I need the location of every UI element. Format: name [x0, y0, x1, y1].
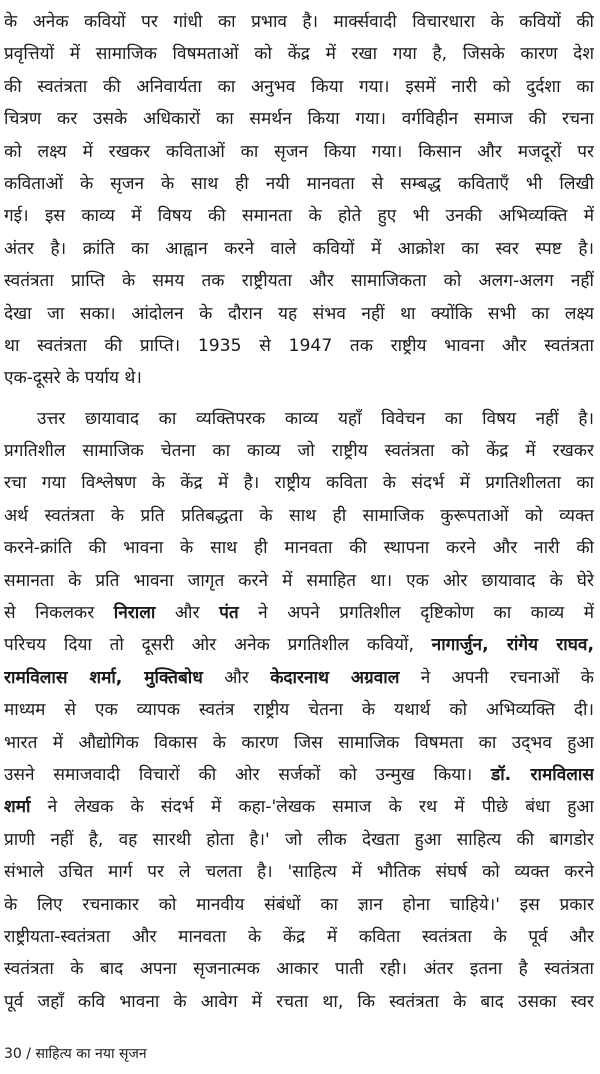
text-line: रचा गया विश्लेषण के केंद्र में है। राष्ट्रीय कविता के संदर्भ में प्रगतिशीलता का	[4, 473, 594, 494]
poet-name-pant: पंत	[219, 603, 239, 624]
book-title: साहित्य का नया सृजन	[35, 1046, 147, 1062]
text-line: के अनेक कवियों पर गांधी का प्रभाव है। मार्क्सवादी विचारधारा के कवियों की	[4, 12, 594, 32]
text-line: देखा जा सका। आंदोलन के दौरान यह संभव नहीं था क्योंकि सभी का लक्ष्य	[4, 303, 594, 324]
poet-names: नागार्जुन, रांगेय राघव,	[431, 635, 594, 656]
text-line: भारत में औद्योगिक विकास के कारण जिस सामाजिक विषमता का उद्‌भव हुआ	[4, 732, 594, 753]
text-line: गई। इस काव्य में विषय की समानता के होते हुए भी उनकी अभिव्यक्ति में	[4, 206, 594, 227]
text-segment: उसने समाजवादी विचारों की ओर सर्जकों को उन्मुख किया।	[4, 764, 492, 785]
page-number: 30	[4, 1046, 22, 1062]
text-line: प्राणी नहीं है, वह सारथी होता है।' जो लीक देखता हुआ साहित्य की बागडोर	[4, 829, 594, 850]
text-segment: ने लेखक के संदर्भ में कहा-'लेखक समाज के रथ में पीछे बंधा हुआ	[30, 797, 594, 818]
text-line: स्वतंत्रता प्राप्ति के समय तक राष्ट्रीयता और सामाजिकता को अलग-अलग नहीं	[4, 271, 594, 292]
text-line: समानता के प्रति भावना जागृत करने में समाहित था। एक ओर छायावाद के घेरे	[4, 570, 594, 591]
paragraph-1	[4, 6, 594, 395]
text-line: माध्यम से एक व्यापक स्वतंत्र राष्ट्रीय चेतना के यथार्थ को अभिव्यक्ति दी।	[4, 700, 594, 721]
text-segment: ने अपने प्रगतिशील दृष्टिकोण का काव्य में	[238, 603, 594, 624]
text-line: अर्थ स्वतंत्रता के प्रति प्रतिबद्धता के साथ ही सामाजिक कुरूपताओं को व्यक्त	[4, 505, 594, 526]
poet-name-nirala: निराला	[113, 603, 156, 624]
text-line: प्रवृत्तियों में सामाजिक विषमताओं को केंद्र में रखा गया है, जिसके कारण देश	[4, 44, 594, 65]
text-line: को लक्ष्य में रखकर कविताओं का सृजन किया गया। किसान और मजदूरों पर	[4, 141, 594, 162]
text-line: के लिए रचनाकार को मानवीय संबंधों का ज्ञान होना चाहिये।' इस प्रकार	[4, 894, 594, 915]
text-line	[4, 629, 594, 661]
text-line: एक-दूसरे के पर्याय थे।	[4, 368, 142, 389]
paragraph-2	[4, 403, 594, 1018]
text-segment: और	[202, 667, 271, 688]
text-line: करने-क्रांति की भावना के साथ ही मानवता की स्थापना करने और नारी की	[4, 538, 594, 559]
author-name-sharma: शर्मा	[4, 797, 31, 818]
text-line: स्वतंत्रता के बाद अपना सृजनात्मक आकार पाती रही। अंतर इतना है स्वतंत्रता	[4, 959, 594, 980]
text-line: था स्वतंत्रता की प्राप्ति। 1935 से 1947 तक राष्ट्रीय भावना और स्वतंत्रता	[4, 335, 594, 356]
text-line	[4, 662, 594, 694]
text-line: अंतर है। क्रांति का आह्वान करने वाले कवियों में आक्रोश का स्वर स्पष्ट है।	[4, 238, 594, 259]
text-segment: से निकलकर	[4, 603, 114, 624]
page-footer	[4, 1044, 147, 1064]
text-line: प्रगतिशील सामाजिक चेतना का काव्य जो राष्ट्रीय स्वतंत्रता को केंद्र में रखकर	[4, 441, 594, 462]
author-name-ramvilas: डॉ. रामविलास	[491, 764, 594, 785]
footer-separator: /	[26, 1046, 31, 1062]
text-line: की स्वतंत्रता की अनिवार्यता का अनुभव किया गया। इसमें नारी को दुर्दशा का	[4, 76, 594, 97]
text-line	[4, 597, 594, 629]
paragraph-gap	[4, 395, 594, 403]
poet-name-kedarnath: केदारनाथ अग्रवाल	[270, 667, 400, 688]
text-line: उत्तर छायावाद का व्यक्तिपरक काव्य यहाँ विवेचन का विषय नहीं है।	[37, 408, 594, 429]
poet-names: रामविलास शर्मा, मुक्तिबोध	[4, 667, 203, 688]
text-line: चित्रण कर उसके अधिकारों का समर्थन किया गया। वर्गविहीन समाज की रचना	[4, 109, 594, 130]
text-line: राष्ट्रीयता-स्वतंत्रता और मानवता के केंद्र में कविता स्वतंत्रता के पूर्व और	[4, 926, 594, 947]
text-line	[4, 791, 594, 823]
text-segment: ने अपनी रचनाओं के	[399, 667, 594, 688]
text-line: संभाले उचित मार्ग पर ले चलता है। 'साहित्य में भौतिक संघर्ष को व्यक्त करने	[4, 862, 594, 883]
page-body	[4, 6, 594, 1018]
text-line: पूर्व जहाँ कवि भावना के आवेग में रचता था, कि स्वतंत्रता के बाद उसका स्वर	[4, 991, 594, 1012]
text-line: कविताओं के सृजन के साथ ही नयी मानवता से सम्बद्ध कविताएँ भी लिखी	[4, 173, 594, 194]
text-segment: और	[155, 603, 220, 624]
text-segment: परिचय दिया तो दूसरी ओर अनेक प्रगतिशील कवियों,	[4, 635, 432, 656]
text-line	[4, 759, 594, 791]
